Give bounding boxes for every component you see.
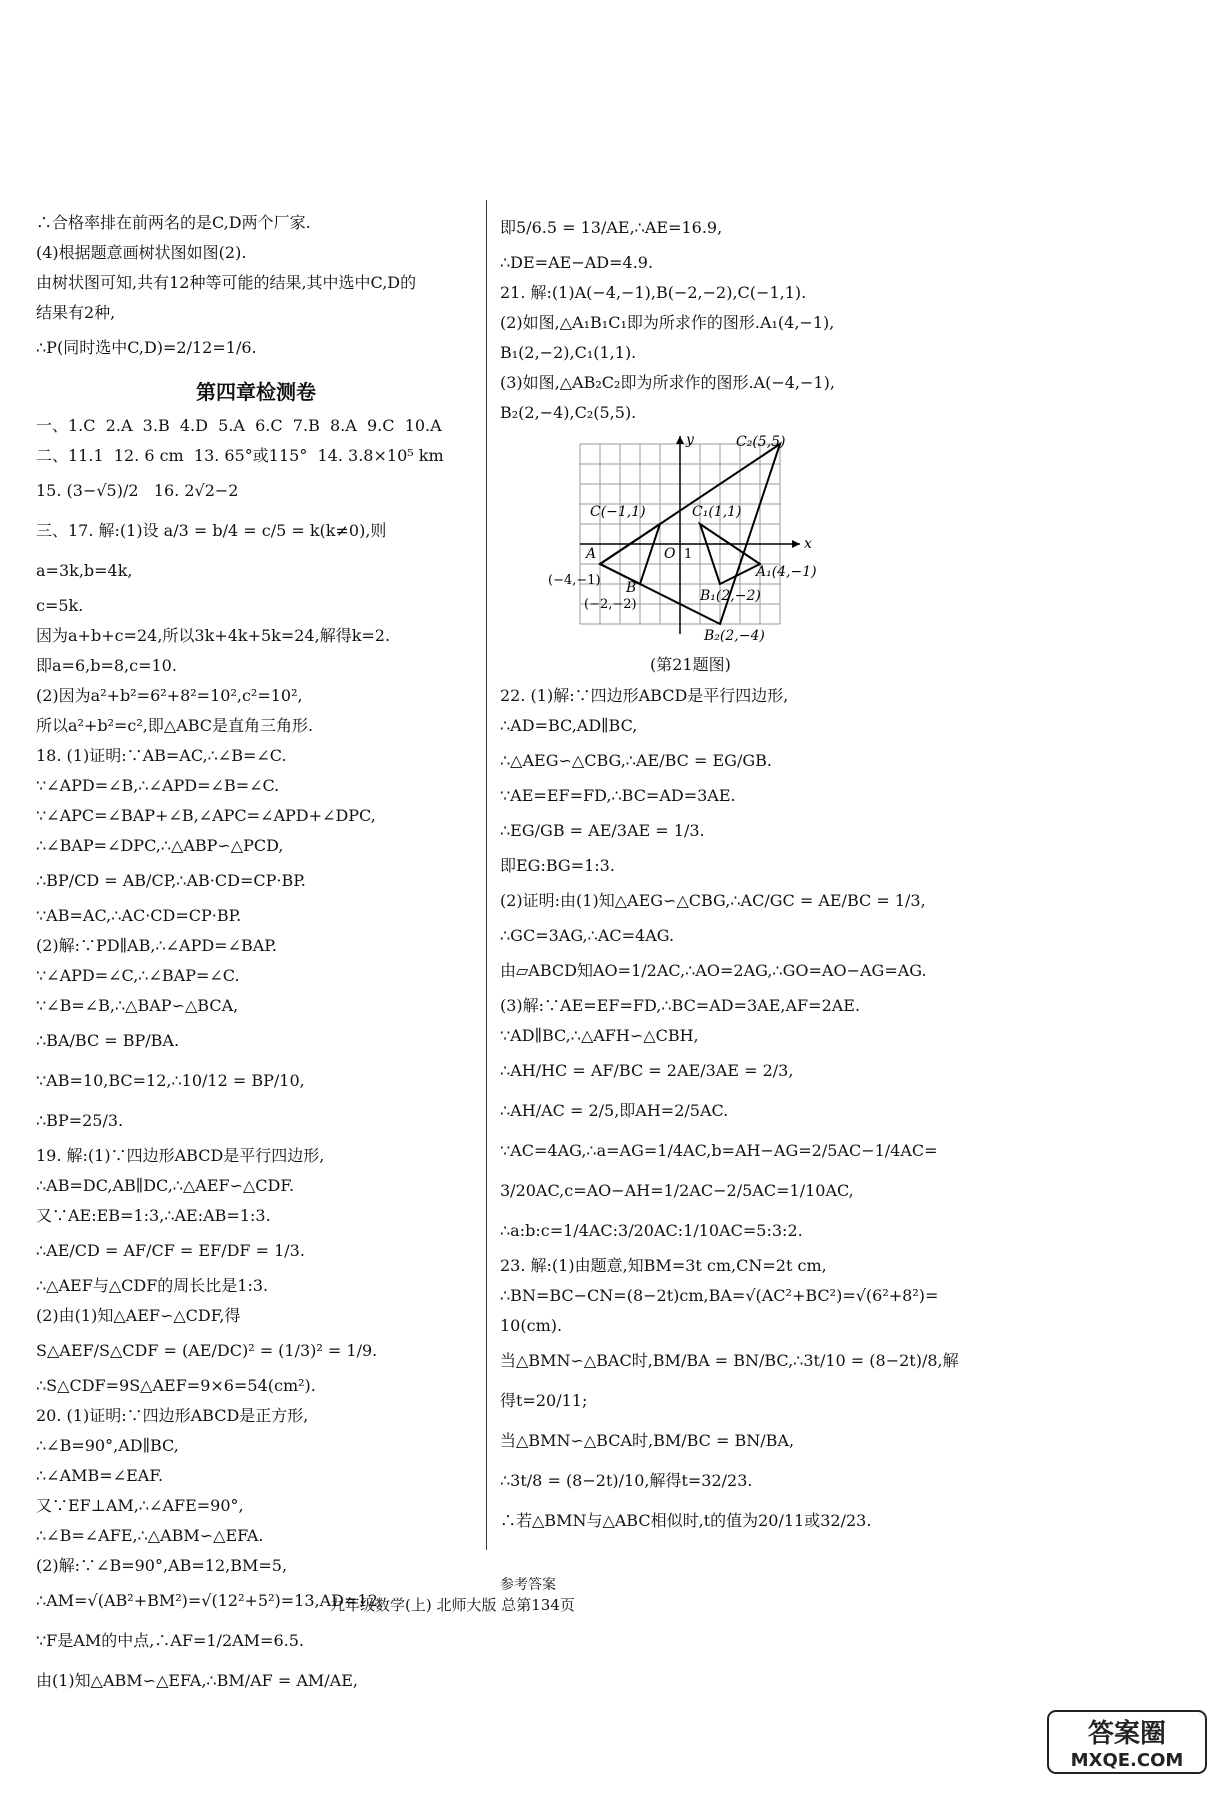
- watermark-domain: MXQE.COM: [1070, 1750, 1184, 1771]
- text-line: ∴BP/CD = AB/CP,∴AB·CD=CP·BP.: [36, 871, 306, 890]
- text-line: ∵∠APD=∠C,∴∠BAP=∠C.: [36, 966, 240, 985]
- text-line: ∵F是AM的中点,∴AF=1/2AM=6.5.: [36, 1631, 304, 1650]
- text-line: 即a=6,b=8,c=10.: [36, 656, 177, 675]
- text-line: ∴若△BMN与△ABC相似时,t的值为20/11或32/23.: [500, 1511, 872, 1530]
- text-line: ∴BN=BC−CN=(8−2t)cm,BA=√(AC²+BC²)=√(6²+8²)=: [500, 1286, 939, 1305]
- text-line: ∵∠B=∠B,∴△BAP∽△BCA,: [36, 996, 239, 1015]
- b-coord-label: (−2,−2): [584, 597, 637, 612]
- text-line: 即5/6.5 = 13/AE,∴AE=16.9,: [500, 218, 723, 237]
- text-line: ∴GC=3AG,∴AC=4AG.: [500, 926, 675, 945]
- text-line: (2)解:∵PD∥AB,∴∠APD=∠BAP.: [36, 936, 277, 955]
- text-line: 22. (1)解:∵四边形ABCD是平行四边形,: [500, 686, 789, 705]
- text-line: (2)解:∵∠B=90°,AB=12,BM=5,: [36, 1556, 288, 1575]
- text-line: ∴AH/AC = 2/5,即AH=2/5AC.: [500, 1101, 729, 1120]
- figure-caption: (第21题图): [650, 655, 731, 674]
- watermark-logo: [1047, 1710, 1207, 1774]
- text-line: 结果有2种,: [36, 303, 116, 322]
- text-line: S△AEF/S△CDF = (AE/DC)² = (1/3)² = 1/9.: [36, 1341, 378, 1360]
- x-axis-arrow: [792, 540, 800, 548]
- a-label: A: [586, 546, 597, 562]
- text-line: ∴DE=AE−AD=4.9.: [500, 253, 654, 272]
- text-line: 21. 解:(1)A(−4,−1),B(−2,−2),C(−1,1).: [500, 283, 807, 302]
- text-line: 19. 解:(1)∵四边形ABCD是平行四边形,: [36, 1146, 325, 1165]
- text-line: 由▱ABCD知AO=1/2AC,∴AO=2AG,∴GO=AO−AG=AG.: [500, 961, 927, 980]
- footer-page-info: 九年级数学(上) 北师大版 总第134页: [330, 1596, 575, 1614]
- text-line: ∵AB=10,BC=12,∴10/12 = BP/10,: [36, 1071, 305, 1090]
- text-line: ∴a:b:c=1/4AC:3/20AC:1/10AC=5:3:2.: [500, 1221, 803, 1240]
- b-label: B: [626, 580, 637, 596]
- text-line: ∴△AEG∽△CBG,∴AE/BC = EG/GB.: [500, 751, 772, 770]
- x-label: x: [804, 536, 812, 552]
- origin-label: O: [664, 546, 676, 562]
- text-line: 3/20AC,c=AO−AH=1/2AC−2/5AC=1/10AC,: [500, 1181, 854, 1200]
- text-line: ∴∠B=90°,AD∥BC,: [36, 1436, 179, 1455]
- text-line: ∴AH/HC = AF/BC = 2AE/3AE = 2/3,: [500, 1061, 794, 1080]
- text-line: (2)证明:由(1)知△AEG∽△CBG,∴AC/GC = AE/BC = 1/3,: [500, 891, 926, 910]
- section-title: 第四章检测卷: [196, 380, 316, 404]
- b1-label: B₁(2,−2): [700, 588, 761, 604]
- text-line: 又∵AE:EB=1:3,∴AE:AB=1:3.: [36, 1206, 271, 1225]
- text-line: ∴∠BAP=∠DPC,∴△ABP∽△PCD,: [36, 836, 284, 855]
- text-line: ∴合格率排在前两名的是C,D两个厂家.: [36, 213, 311, 232]
- text-line: c=5k.: [36, 596, 84, 615]
- text-line: (3)解:∵AE=EF=FD,∴BC=AD=3AE,AF=2AE.: [500, 996, 861, 1015]
- y-axis-arrow: [676, 436, 684, 444]
- text-line: ∵AE=EF=FD,∴BC=AD=3AE.: [500, 786, 736, 805]
- grid-diagram: [548, 432, 820, 644]
- y-label: y: [686, 432, 694, 448]
- text-line: 18. (1)证明:∵AB=AC,∴∠B=∠C.: [36, 746, 287, 765]
- text-line: (3)如图,△AB₂C₂即为所求作的图形.A(−4,−1),: [500, 373, 835, 392]
- coordinate-figure: [548, 432, 970, 648]
- text-line: 由(1)知△ABM∽△EFA,∴BM/AF = AM/AE,: [36, 1671, 359, 1690]
- text-line: 三、17. 解:(1)设 a/3 = b/4 = c/5 = k(k≠0),则 a=3k,b=4k,: [36, 521, 392, 580]
- text-line: 二、11.1 12. 6 cm 13. 65°或115° 14. 3.8×10⁵ km: [36, 446, 444, 465]
- text-line: 由树状图可知,共有12种等可能的结果,其中选中C,D的: [36, 273, 417, 292]
- right-column: [500, 208, 970, 1541]
- c1-label: C₁(1,1): [692, 504, 742, 520]
- text-line: B₁(2,−2),C₁(1,1).: [500, 343, 637, 362]
- text-line: ∴△AEF与△CDF的周长比是1:3.: [36, 1276, 269, 1295]
- text-line: 10(cm).: [500, 1316, 563, 1335]
- footer-heading: 参考答案: [500, 1577, 556, 1593]
- text-line: ∴P(同时选中C,D)=2/12=1/6.: [36, 338, 257, 357]
- text-line: 又∵EF⊥AM,∴∠AFE=90°,: [36, 1496, 244, 1515]
- text-line: (2)因为a²+b²=6²+8²=10²,c²=10²,: [36, 686, 303, 705]
- a-coord-label: (−4,−1): [548, 573, 601, 588]
- text-line: 当△BMN∽△BAC时,BM/BA = BN/BC,∴3t/10 = (8−2t)/8,解得t=20/11;: [500, 1351, 959, 1410]
- text-line: 即EG:BG=1:3.: [500, 856, 615, 875]
- text-line: ∵∠APD=∠B,∴∠APD=∠B=∠C.: [36, 776, 280, 795]
- text-line: ∵AD∥BC,∴△AFH∽△CBH,: [500, 1026, 699, 1045]
- text-line: 因为a+b+c=24,所以3k+4k+5k=24,解得k=2.: [36, 626, 391, 645]
- text-line: B₂(2,−4),C₂(5,5).: [500, 403, 637, 422]
- text-line: ∴S△CDF=9S△AEF=9×6=54(cm²).: [36, 1376, 316, 1395]
- text-line: 20. (1)证明:∵四边形ABCD是正方形,: [36, 1406, 309, 1425]
- text-line: (4)根据题意画树状图如图(2).: [36, 243, 247, 262]
- watermark-text: 答案圈: [1087, 1719, 1167, 1749]
- left-column: [36, 208, 476, 1701]
- text-line: ∴3t/8 = (8−2t)/10,解得t=32/23.: [500, 1471, 753, 1490]
- text-line: ∵AC=4AG,∴a=AG=1/4AC,b=AH−AG=2/5AC−1/4AC=: [500, 1141, 938, 1160]
- text-line: ∴AE/CD = AF/CF = EF/DF = 1/3.: [36, 1241, 305, 1260]
- text-line: ∵∠APC=∠BAP+∠B,∠APC=∠APD+∠DPC,: [36, 806, 376, 825]
- text-line: (2)如图,△A₁B₁C₁即为所求作的图形.A₁(4,−1),: [500, 313, 835, 332]
- text-line: ∵AB=AC,∴AC·CD=CP·BP.: [36, 906, 242, 925]
- unit-label: 1: [684, 547, 693, 562]
- c2-label: C₂(5,5): [736, 434, 786, 450]
- text-line: ∴BP=25/3.: [36, 1111, 124, 1130]
- text-line: 当△BMN∽△BCA时,BM/BC = BN/BA,: [500, 1431, 795, 1450]
- text-line: ∴BA/BC = BP/BA.: [36, 1031, 180, 1050]
- text-line: (2)由(1)知△AEF∽△CDF,得: [36, 1306, 241, 1325]
- b2-label: B₂(2,−4): [704, 628, 765, 644]
- text-line: ∴AM=√(AB²+BM²)=√(12²+5²)=13,AD=12.: [36, 1591, 383, 1610]
- text-line: ∴AD=BC,AD∥BC,: [500, 716, 638, 735]
- text-line: ∴EG/GB = AE/3AE = 1/3.: [500, 821, 705, 840]
- text-line: ∴AB=DC,AB∥DC,∴△AEF∽△CDF.: [36, 1176, 295, 1195]
- text-line: 一、1.C 2.A 3.B 4.D 5.A 6.C 7.B 8.A 9.C 10.A: [36, 416, 442, 435]
- column-divider: [486, 200, 487, 1550]
- text-line: ∴∠B=∠AFE,∴△ABM∽△EFA.: [36, 1526, 264, 1545]
- text-line: ∴∠AMB=∠EAF.: [36, 1466, 164, 1485]
- c-label: C(−1,1): [590, 504, 646, 520]
- text-line: 所以a²+b²=c²,即△ABC是直角三角形.: [36, 716, 314, 735]
- text-line: 23. 解:(1)由题意,知BM=3t cm,CN=2t cm,: [500, 1256, 827, 1275]
- text-line: 15. (3−√5)/2 16. 2√2−2: [36, 481, 239, 500]
- a1-label: A₁(4,−1): [756, 564, 817, 580]
- triangle-abc: [600, 524, 660, 584]
